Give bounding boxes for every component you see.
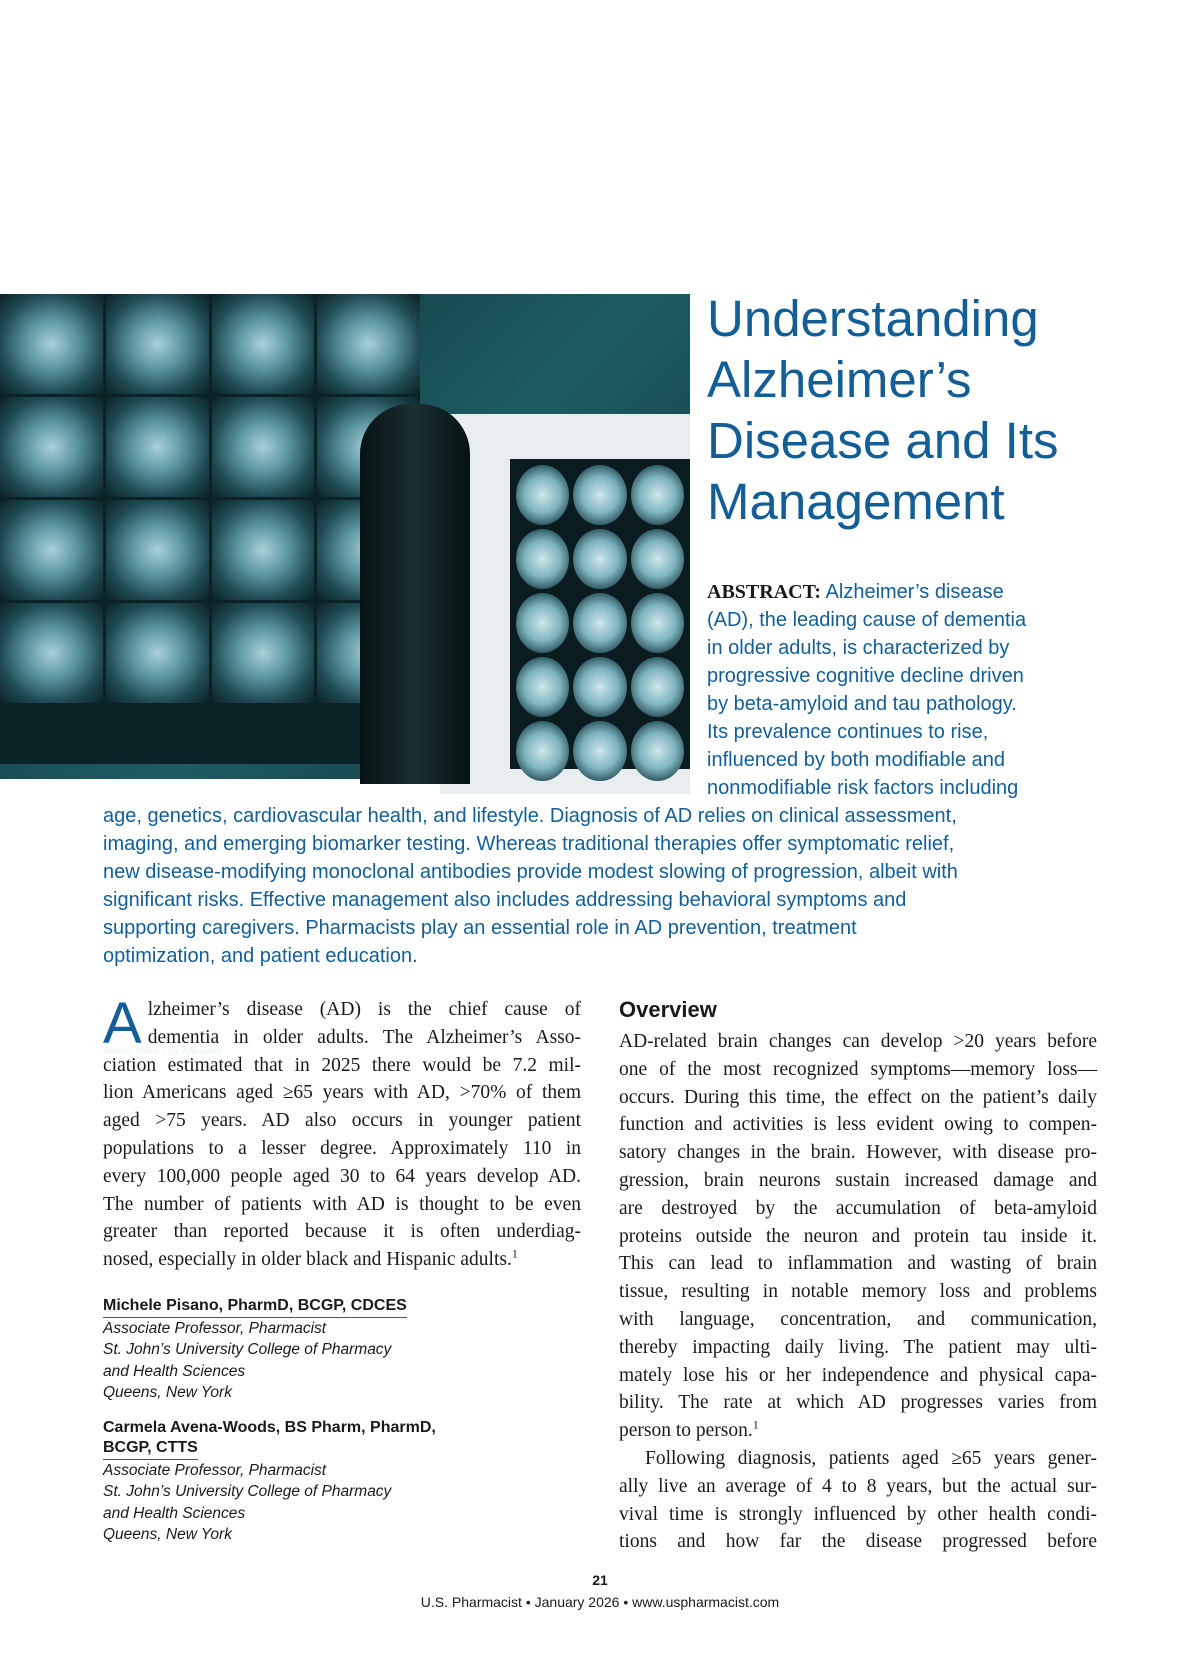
text-line: vival time is strongly influenced by other health condi- — [619, 1503, 1097, 1525]
title-line: Understanding — [707, 290, 1039, 347]
page-number: 21 — [592, 1572, 608, 1588]
abstract-line: supporting caregivers. Pharmacists play an essential role in AD prevention, treatment — [103, 917, 857, 939]
abstract-text: Alzheimer’s disease — [825, 581, 1004, 603]
abstract-line: (AD), the leading cause of dementia — [707, 609, 1027, 631]
affiliation-line: Queens, New York — [103, 1526, 232, 1544]
abstract-line: in older adults, is characterized by — [707, 637, 1010, 659]
text-line: gression, brain neurons sustain increased damage and — [619, 1169, 1097, 1191]
abstract-line: optimization, and patient education. — [103, 945, 418, 967]
affiliation-line: Queens, New York — [103, 1384, 232, 1402]
text-line: lion Americans aged ≥65 years with AD, >70% of them — [103, 1082, 581, 1104]
text-line: every 100,000 people aged 30 to 64 years develop AD. — [103, 1165, 581, 1187]
affiliation-line: Associate Professor, Pharmacist — [103, 1461, 327, 1479]
text-line: thereby impacting daily living. The patient may ulti- — [619, 1336, 1097, 1358]
text-line — [103, 1246, 581, 1274]
text-line: occurs. During this time, the effect on the patient’s daily — [619, 1086, 1097, 1108]
abstract-line: imaging, and emerging biomarker testing. Whereas traditional therapies offer symptomatic relief, — [103, 833, 955, 855]
text-line: ally live an average of 4 to 8 years, but the actual sur- — [619, 1475, 1097, 1497]
affiliation-line: and Health Sciences — [103, 1362, 246, 1380]
text-line: The number of patients with AD is thought to be even — [103, 1193, 581, 1215]
text-line: satory changes in the brain. However, with disease pro- — [619, 1142, 1097, 1164]
text-line: greater than reported because it is often underdiag- — [103, 1221, 581, 1243]
text-line: ciation estimated that in 2025 there would be 7.2 mil- — [103, 1054, 581, 1076]
text-line: AD-related brain changes can develop >20 years before — [619, 1031, 1097, 1052]
text-line: mately lose his or her independence and physical capa- — [619, 1364, 1097, 1386]
text-line: proteins outside the neuron and protein tau inside it. — [619, 1225, 1097, 1247]
article-title — [707, 288, 1187, 532]
author-affiliation — [103, 1460, 581, 1546]
publication-footer: U.S. Pharmacist • January 2026 • www.uspharmacist.com — [420, 1594, 780, 1610]
author-name-line1: Carmela Avena-Woods, BS Pharm, PharmD, — [103, 1418, 436, 1436]
text-line: tissue, resulting in notable memory loss and problems — [619, 1281, 1097, 1303]
text-line: bility. The rate at which AD progresses varies from — [619, 1392, 1097, 1414]
abstract-line: significant risks. Effective management also includes addressing behavioral symptoms and — [103, 889, 907, 911]
reference-marker: 1 — [752, 1417, 759, 1432]
right-column — [619, 996, 1097, 1556]
title-line: Disease and Its — [707, 412, 1059, 469]
mri-film-sheet — [0, 294, 420, 764]
text-line: dementia in older adults. The Alzheimer’s Asso- — [147, 1026, 581, 1048]
abstract-bottom — [103, 802, 1113, 970]
overview-paragraph-2 — [619, 1445, 1097, 1556]
affiliation-line: St. John’s University College of Pharmacy — [103, 1341, 392, 1359]
text-line: aged >75 years. AD also occurs in younger patient — [103, 1110, 581, 1132]
title-line: Alzheimer’s — [707, 351, 972, 408]
abstract-line: by beta-amyloid and tau pathology. — [707, 693, 1017, 715]
photo-credit: Adobe Stock / By Atthapon — [103, 1046, 222, 1057]
abstract-line: Its prevalence continues to rise, — [707, 721, 989, 743]
mri-scan-panel — [510, 459, 690, 769]
abstract-line: progressive cognitive decline driven — [707, 665, 1024, 687]
abstract-line: age, genetics, cardiovascular health, and lifestyle. Diagnosis of AD relies on clinical assessment, — [103, 805, 957, 827]
text-line: are destroyed by the accumulation of beta-amyloid — [619, 1197, 1097, 1219]
author-block-avena-woods — [103, 1418, 581, 1546]
text-line: with language, concentration, and communication, — [619, 1308, 1097, 1330]
abstract-top — [707, 578, 1107, 802]
text-line-content: nosed, especially in older black and Hispanic adults. — [103, 1249, 512, 1271]
text-line: function and activities is less evident owing to compen- — [619, 1114, 1097, 1136]
author-affiliation — [103, 1318, 581, 1404]
affiliation-line: and Health Sciences — [103, 1504, 246, 1522]
text-line: lzheimer’s disease (AD) is the chief cause of — [147, 999, 581, 1020]
drop-cap: A — [103, 991, 142, 1056]
affiliation-line: St. John’s University College of Pharmacy — [103, 1483, 392, 1501]
abstract-line: nonmodifiable risk factors including — [707, 777, 1019, 799]
overview-paragraph-1 — [619, 1028, 1097, 1445]
affiliation-line: Associate Professor, Pharmacist — [103, 1319, 327, 1337]
intro-paragraph — [103, 991, 581, 1274]
author-name: Michele Pisano, PharmD, BCGP, CDCES — [103, 1296, 407, 1318]
hand-silhouette — [360, 404, 470, 784]
reference-marker: 1 — [511, 1246, 518, 1261]
text-line: This can lead to inflammation and wasting of brain — [619, 1253, 1097, 1275]
text-line: populations to a lesser degree. Approximately 110 in — [103, 1137, 581, 1159]
abstract-line: new disease-modifying monoclonal antibodies provide modest slowing of progression, albeit with — [103, 861, 958, 883]
text-line — [619, 1417, 1097, 1445]
abstract-line: influenced by both modifiable and — [707, 749, 1005, 771]
title-line: Management — [707, 473, 1005, 530]
abstract-line — [707, 578, 1107, 606]
text-line: tions and how far the disease progressed before — [619, 1531, 1097, 1553]
author-block-pisano — [103, 1296, 581, 1404]
text-line: one of the most recognized symptoms—memory loss— — [619, 1058, 1097, 1080]
left-column — [103, 991, 581, 1546]
text-line: Following diagnosis, patients aged ≥65 years gener- — [645, 1447, 1097, 1469]
author-name-line2: BCGP, CTTS — [103, 1438, 198, 1460]
text-line-content: person to person. — [619, 1420, 753, 1442]
section-heading-overview: Overview — [619, 997, 717, 1022]
abstract-label: ABSTRACT: — [707, 581, 822, 603]
